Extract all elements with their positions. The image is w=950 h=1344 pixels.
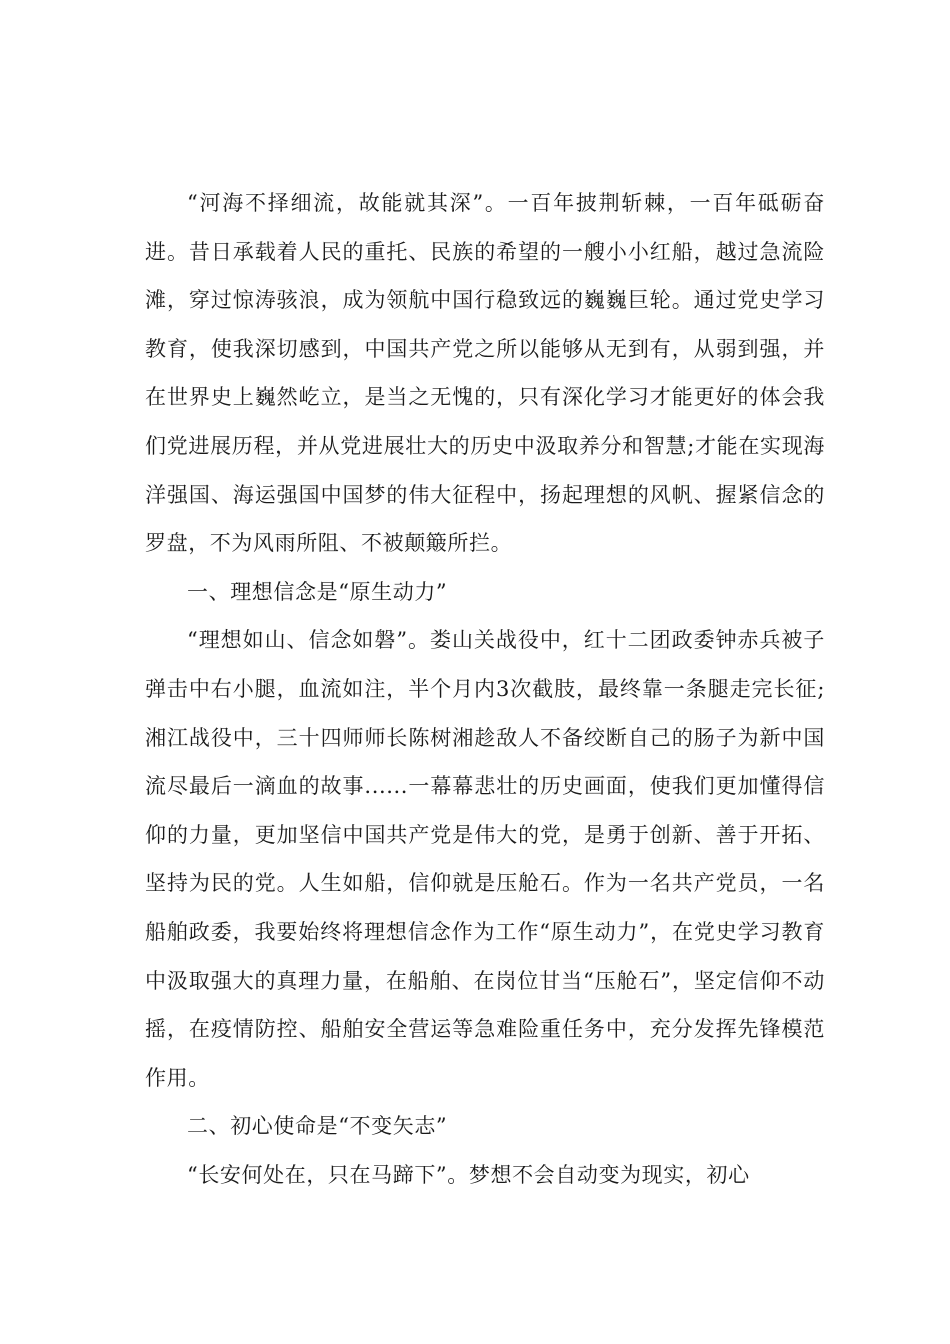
section-heading-2: 二、初心使命是“不变矢志” xyxy=(187,1114,448,1139)
document-body xyxy=(145,179,825,1199)
section-heading-1: 一、理想信念是“原生动力” xyxy=(187,579,448,604)
section-2-paragraph: “长安何处在，只在马蹄下”。梦想不会自动变为现实，初心 xyxy=(187,1162,750,1187)
section-1-paragraph: “理想如山、信念如磐”。娄山关战役中，红十二团政委钟赤兵被子弹击中右小腿，血流如注，半个月内3次截肢，最终靠一条腿走完长征;湘江战役中，三十四师师长陈树湘趁敌人不备绞断自己的肠子为新中国流尽最后一滴血的故事......一幕幕悲壮的历史画面，使我们更加懂得信仰的力量，更加坚信中国共产党是伟大的党，是勇于创新、善于开拓、坚持为民的党。人生如船，信仰就是压舱石。作为一名共产党员，一名船舶政委，我要始终将理想信念作为工作“原生动力”，在党史学习教育中汲取强大的真理力量，在船舶、在岗位甘当“压舱石”，坚定信仰不动摇，在疫情防控、船舶安全营运等急难险重任务中，充分发挥先锋模范作用。 xyxy=(145,628,825,1090)
intro-paragraph: “河海不择细流，故能就其深”。一百年披荆斩棘，一百年砥砺奋进。昔日承载着人民的重托、民族的希望的一艘小小红船，越过急流险滩，穿过惊涛骇浪，成为领航中国行稳致远的巍巍巨轮。通过党史学习教育，使我深切感到，中国共产党之所以能够从无到有，从弱到强，并在世界史上巍然屹立，是当之无愧的，只有深化学习才能更好的体会我们党进展历程，并从党进展壮大的历史中汲取养分和智慧;才能在实现海洋强国、海运强国中国梦的伟大征程中，扬起理想的风帆、握紧信念的罗盘，不为风雨所阻、不被颠簸所拦。 xyxy=(145,191,825,556)
